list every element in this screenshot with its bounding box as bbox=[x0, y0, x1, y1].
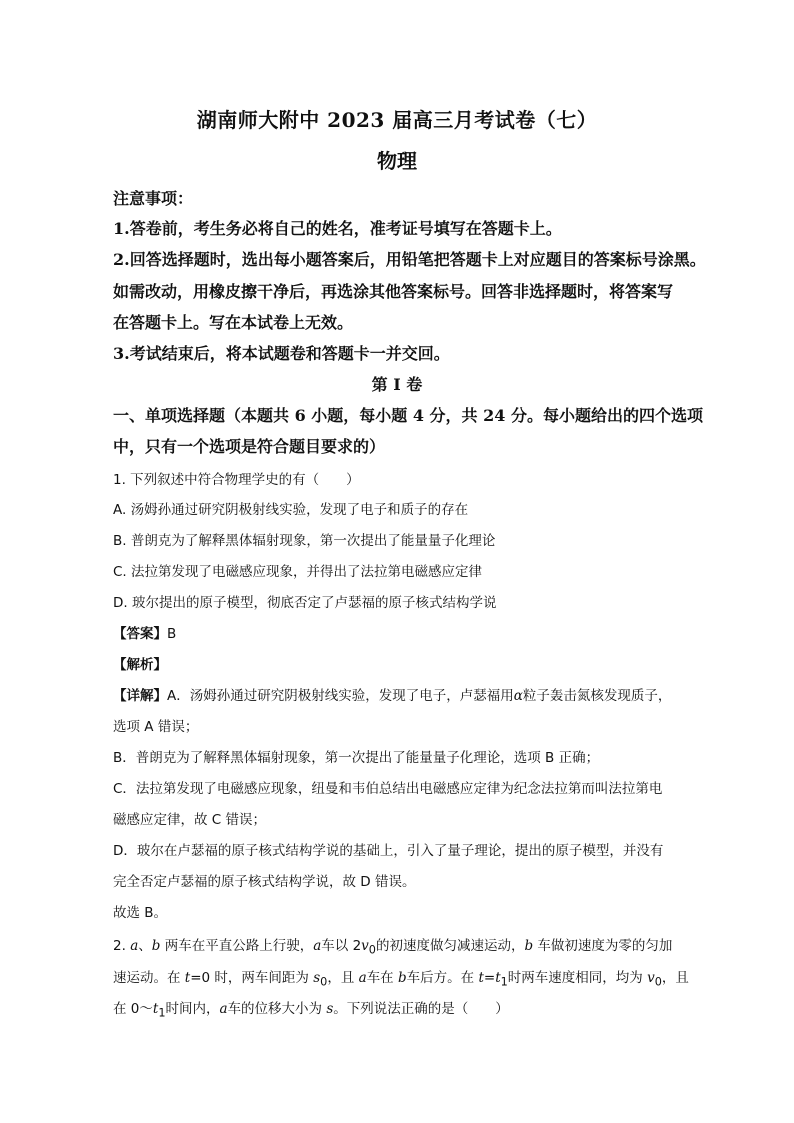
text: 。下列说法正确的是（ ） bbox=[333, 1001, 509, 1017]
text: 两车在平直公路上行驶， bbox=[160, 938, 314, 954]
alpha-symbol: α bbox=[513, 688, 523, 704]
question-1-stem: 1. 下列叙述中符合物理学史的有（ ） bbox=[113, 472, 360, 488]
text: 时间内， bbox=[165, 1001, 220, 1017]
option-d: D. 玻尔提出的原子模型，彻底否定了卢瑟福的原子核式结构学说 bbox=[113, 595, 497, 611]
text: 车在 bbox=[366, 970, 398, 986]
detail-c: C．法拉第发现了电磁感应现象，纽曼和韦伯总结出电磁感应定律为纪念法拉第而叫法拉第电 bbox=[113, 781, 663, 797]
var-b: b bbox=[151, 938, 161, 954]
section-heading-cont: 中，只有一个选项是符合题目要求的） bbox=[113, 437, 386, 456]
page-title: 湖南师大附中 2023 届高三月考试卷（七） bbox=[196, 108, 598, 132]
var-a: a bbox=[358, 970, 367, 986]
answer-line bbox=[113, 622, 176, 642]
text: 的初速度做匀减速运动， bbox=[375, 938, 525, 954]
detail-d: D．玻尔在卢瑟福的原子核式结构学说的基础上，引入了量子理论，提出的原子模型，并没有 bbox=[113, 843, 664, 859]
option-b: B. 普朗克为了解释黑体辐射现象，第一次提出了能量量子化理论 bbox=[113, 533, 496, 549]
question-2-stem-cont bbox=[113, 966, 689, 989]
detail-label: 【详解】 bbox=[113, 688, 167, 704]
var-a: a bbox=[313, 938, 322, 954]
subscript: 1 bbox=[158, 1006, 166, 1020]
text: 时两车速度相同，均为 bbox=[507, 970, 648, 986]
notice-heading: 注意事项： bbox=[113, 189, 194, 208]
notice-item: 1.答卷前，考生务必将自己的姓名，准考证号填写在答题卡上。 bbox=[113, 219, 562, 238]
var-b: b bbox=[524, 938, 534, 954]
detail-c-cont: 磁感应定律，故 C 错误； bbox=[113, 812, 267, 828]
var-t: t bbox=[184, 970, 191, 986]
answer-value: B bbox=[167, 626, 177, 642]
detail-a bbox=[113, 684, 671, 704]
text: = bbox=[483, 970, 496, 986]
notice-item: 2.回答选择题时，选出每小题答案后，用铅笔把答题卡上对应题目的答案标号涂黑。 bbox=[113, 250, 706, 269]
var-v: v bbox=[361, 938, 369, 954]
subscript: 0 bbox=[368, 943, 376, 957]
var-t: t bbox=[478, 970, 484, 986]
detail-a-cont: 选项 A 错误； bbox=[113, 719, 199, 735]
notice-item: 如需改动，用橡皮擦干净后，再选涂其他答案标号。回答非选择题时，将答案写 bbox=[113, 282, 674, 301]
analysis-label: 【解析】 bbox=[113, 657, 167, 673]
var-t: t bbox=[152, 1001, 159, 1017]
text: 车做初速度为零的匀加 bbox=[533, 938, 673, 954]
text: 车后方。在 bbox=[406, 970, 479, 986]
var-v: v bbox=[647, 970, 655, 986]
detail-b: B．普朗克为了解释黑体辐射现象，第一次提出了能量量子化理论，选项 B 正确； bbox=[113, 750, 600, 766]
detail-text: 粒子轰击氮核发现质子， bbox=[522, 688, 672, 704]
conclusion: 故选 B。 bbox=[113, 905, 168, 921]
text: 车以 bbox=[321, 938, 353, 954]
subscript: 0 bbox=[654, 975, 662, 989]
text: 车的位移大小为 bbox=[227, 1001, 327, 1017]
var-b: b bbox=[397, 970, 407, 986]
text: =0 时，两车间距为 bbox=[190, 970, 314, 986]
question-2-stem-end bbox=[113, 997, 509, 1020]
var-t: t bbox=[495, 970, 501, 986]
q-number: 2. bbox=[113, 938, 126, 954]
subscript: 1 bbox=[500, 975, 508, 989]
subject-title: 物理 bbox=[377, 149, 417, 173]
volume-heading: 第 I 卷 bbox=[371, 375, 423, 394]
section-heading: 一、单项选择题（本题共 6 小题，每小题 4 分，共 24 分。每小题给出的四个选项 bbox=[113, 406, 703, 425]
detail-d-cont: 完全否定卢瑟福的原子核式结构学说，故 D 错误。 bbox=[113, 874, 416, 890]
notice-item: 3.考试结束后，将本试题卷和答题卡一并交回。 bbox=[113, 344, 450, 363]
var-s: s bbox=[313, 970, 321, 986]
var-a: a bbox=[130, 938, 139, 954]
question-2-stem bbox=[113, 934, 672, 957]
notice-item: 在答题卡上。写在本试卷上无效。 bbox=[113, 313, 354, 332]
text: ，且 bbox=[661, 970, 689, 986]
text: 2 bbox=[352, 938, 362, 954]
var-s: s bbox=[326, 1001, 334, 1017]
text: 速运动。在 bbox=[113, 970, 185, 986]
option-c: C. 法拉第发现了电磁感应现象，并得出了法拉第电磁感应定律 bbox=[113, 564, 483, 580]
option-a: A. 汤姆孙通过研究阴极射线实验，发现了电子和质子的存在 bbox=[113, 502, 469, 518]
text: ，且 bbox=[327, 970, 359, 986]
answer-label: 【答案】 bbox=[113, 626, 167, 642]
text: 在 0～ bbox=[113, 1001, 153, 1017]
text: 、 bbox=[138, 938, 152, 954]
var-a: a bbox=[219, 1001, 228, 1017]
subscript: 0 bbox=[320, 975, 328, 989]
detail-text: A．汤姆孙通过研究阴极射线实验，发现了电子，卢瑟福用 bbox=[167, 688, 514, 704]
